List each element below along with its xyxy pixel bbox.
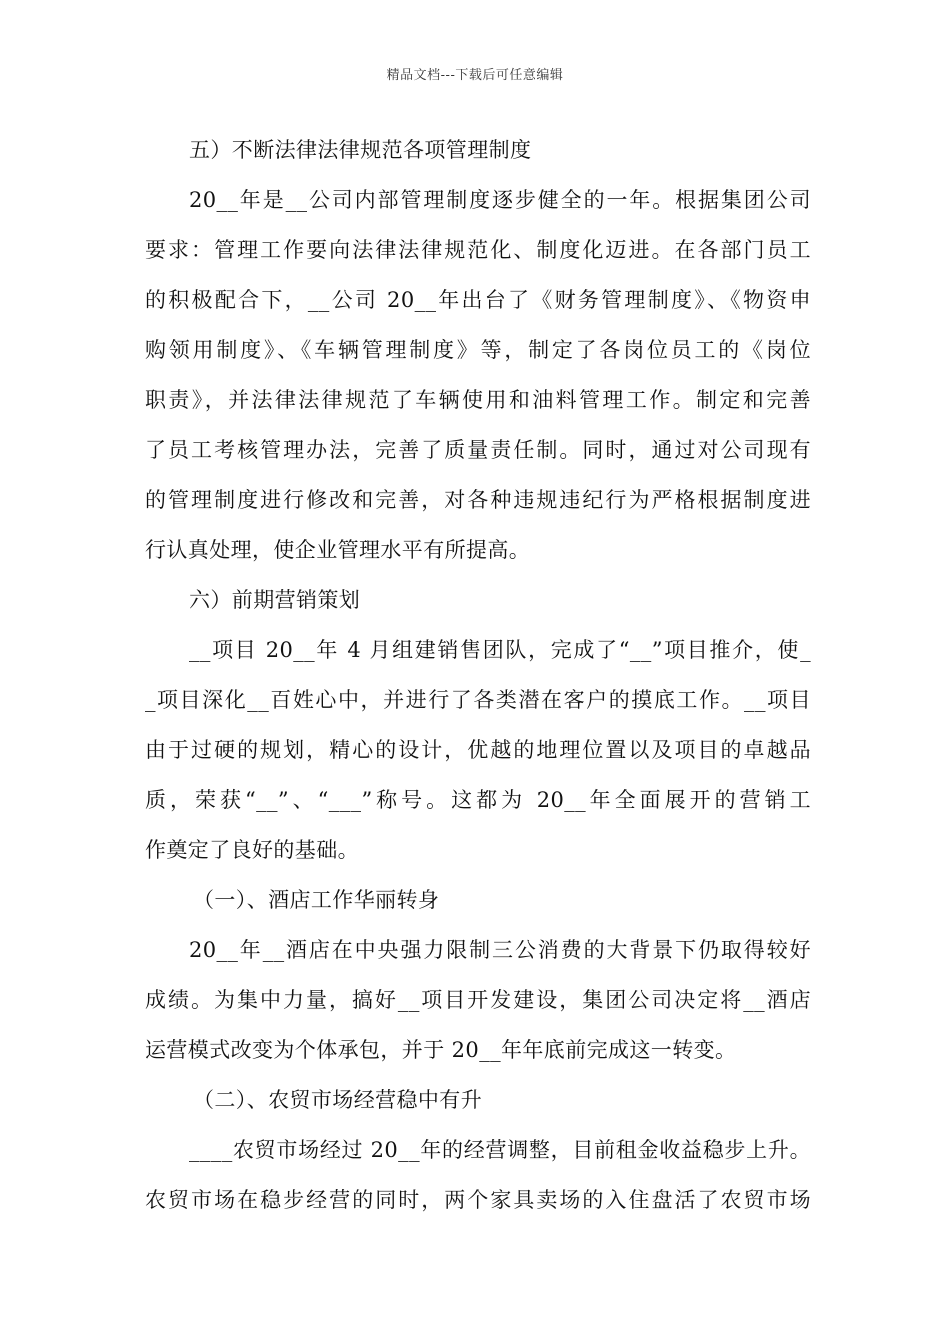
paragraph-line: 要求：管理工作要向法律法律规范化、制度化迈进。在各部门员工: [145, 238, 811, 262]
section-heading-5: 五）不断法律法律规范各项管理制度: [189, 138, 532, 162]
paragraph-line: 的积极配合下，__公司 20__年出台了《财务管理制度》、《物资申: [145, 288, 811, 312]
page-header: 精品文档---下载后可任意编辑: [386, 68, 564, 83]
paragraph-line: 农贸市场在稳步经营的同时，两个家具卖场的入住盘活了农贸市场: [145, 1188, 811, 1212]
paragraph-line: 20__年是__公司内部管理制度逐步健全的一年。根据集团公司: [189, 188, 811, 212]
paragraph-line: _项目深化__百姓心中，并进行了各类潜在客户的摸底工作。__项目: [145, 688, 811, 712]
section-heading-6: 六）前期营销策划: [189, 588, 361, 612]
paragraph-line: 购领用制度》、《车辆管理制度》等，制定了各岗位员工的《岗位: [145, 338, 811, 362]
subsection-heading-2: （二）、农贸市场经营稳中有升: [193, 1088, 483, 1112]
subsection-heading-1: （一）、酒店工作华丽转身: [193, 888, 440, 912]
paragraph-line: 质，荣获“__”、“___”称号。这都为 20__年全面展开的营销工: [145, 788, 811, 812]
document-body: [145, 125, 811, 1225]
paragraph-line: 职责》，并法律法律规范了车辆使用和油料管理工作。制定和完善: [145, 388, 811, 412]
paragraph-line: 20__年__酒店在中央强力限制三公消费的大背景下仍取得较好: [189, 938, 811, 962]
paragraph-line: 行认真处理，使企业管理水平有所提高。: [145, 538, 531, 562]
paragraph-line: 成绩。为集中力量，搞好__项目开发建设，集团公司决定将__酒店: [145, 988, 811, 1012]
paragraph-line: 运营模式改变为个体承包，并于 20__年年底前完成这一转变。: [145, 1038, 737, 1062]
paragraph-line: 的管理制度进行修改和完善，对各种违规违纪行为严格根据制度进: [145, 488, 811, 512]
paragraph-line: 由于过硬的规划，精心的设计，优越的地理位置以及项目的卓越品: [145, 738, 811, 762]
paragraph-line: 作奠定了良好的基础。: [145, 838, 359, 862]
paragraph-line: 了员工考核管理办法，完善了质量责任制。同时，通过对公司现有: [145, 438, 811, 462]
paragraph-line: __项目 20__年 4 月组建销售团队，完成了“__”项目推介，使_: [189, 638, 811, 662]
paragraph-line: ____农贸市场经过 20__年的经营调整，目前租金收益稳步上升。: [189, 1138, 811, 1162]
